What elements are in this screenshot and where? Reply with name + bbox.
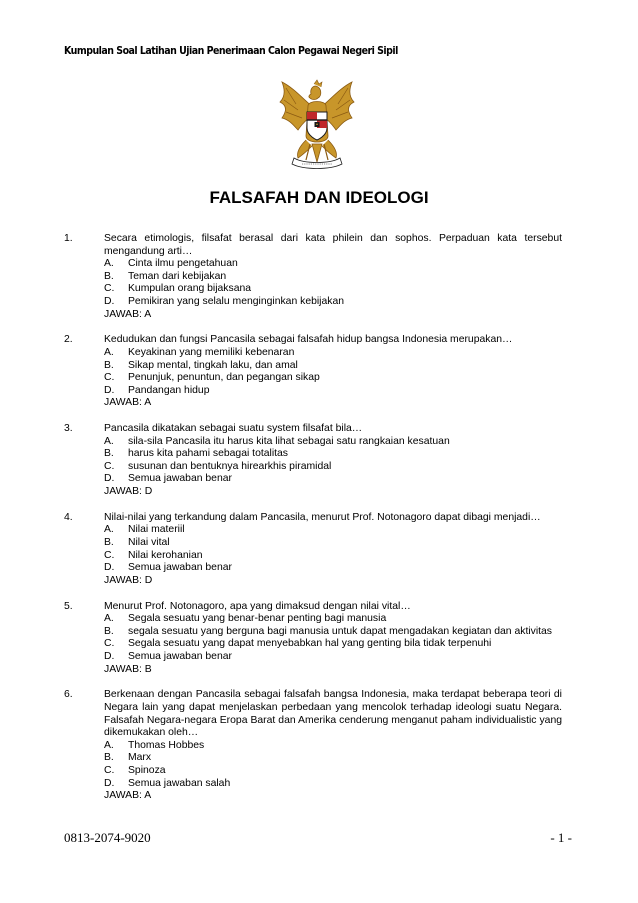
option-letter: C. xyxy=(104,638,115,650)
question-item xyxy=(64,689,562,802)
option-letter: C. xyxy=(104,460,115,472)
question-item xyxy=(64,233,562,321)
answer-option xyxy=(104,752,562,765)
option-letter: B. xyxy=(104,625,114,637)
option-letter: B. xyxy=(104,752,114,764)
option-letter: D. xyxy=(104,384,115,396)
answer-option xyxy=(104,461,562,474)
option-text: susunan dan bentuknya hirearkhis piramidal xyxy=(128,460,332,472)
question-text: Berkenaan dengan Pancasila sebagai falsafah bangsa Indonesia, maka terdapat beberapa teori di Negara lain yang dapat menjelaskan perbedaan yang mencolok terhadap ideologi suatu Negara. Falsafah Negara-negara Eropa Barat dan Amerika cenderung menganut paham individualistic yang dikemukakan oleh… xyxy=(104,689,562,739)
option-text: Semua jawaban benar xyxy=(128,650,232,662)
question-number: 6. xyxy=(64,689,73,701)
answer-option xyxy=(104,562,562,575)
footer-phone: 0813-2074-9020 xyxy=(64,830,151,845)
option-text: Penunjuk, penuntun, dan pegangan sikap xyxy=(128,372,320,384)
option-text: Semua jawaban benar xyxy=(128,473,232,485)
answer-option xyxy=(104,258,562,271)
option-text: Nilai materiil xyxy=(128,524,185,536)
option-letter: A. xyxy=(104,613,114,625)
option-letter: C. xyxy=(104,764,115,776)
answer-option xyxy=(104,651,562,664)
page-title: FALSAFAH DAN IDEOLOGI xyxy=(209,188,429,207)
question-text: Pancasila dikatakan sebagai suatu system filsafat bila… xyxy=(104,423,363,435)
garuda-pancasila-emblem xyxy=(276,78,358,172)
answer-option xyxy=(104,473,562,486)
option-text: Cinta ilmu pengetahuan xyxy=(128,258,238,270)
page-header: Kumpulan Soal Latihan Ujian Penerimaan Calon Pegawai Negeri Sipil xyxy=(64,44,398,57)
option-text: sila-sila Pancasila itu harus kita lihat sebagai satu rangkaian kesatuan xyxy=(128,435,450,447)
answer-option xyxy=(104,740,562,753)
option-letter: C. xyxy=(104,549,115,561)
answer-option xyxy=(104,550,562,563)
option-text: Segala sesuatu yang dapat menyebabkan hal yang genting bila tidak terpenuhi xyxy=(128,638,492,650)
answer-key: JAWAB: D xyxy=(104,486,153,498)
question-number: 1. xyxy=(64,233,73,244)
question-item xyxy=(64,601,562,677)
answer-option xyxy=(104,638,562,651)
option-text: Sikap mental, tingkah laku, dan amal xyxy=(128,359,298,371)
answer-option xyxy=(104,296,562,309)
answer-key: JAWAB: A xyxy=(104,790,152,802)
answer-option xyxy=(104,283,562,296)
question-text: Nilai-nilai yang terkandung dalam Pancasila, menurut Prof. Notonagoro dapat dibagi menjadi… xyxy=(104,511,541,523)
answer-option xyxy=(104,626,562,639)
answer-option xyxy=(104,613,562,626)
option-letter: D. xyxy=(104,473,115,485)
option-letter: D. xyxy=(104,777,115,789)
option-text: Nilai vital xyxy=(128,537,170,549)
option-text: Kumpulan orang bijaksana xyxy=(128,283,252,295)
option-letter: D. xyxy=(104,562,115,574)
question-number: 3. xyxy=(64,423,73,435)
option-text: Keyakinan yang memiliki kebenaran xyxy=(128,346,295,358)
option-text: Segala sesuatu yang benar-benar penting bagi manusia xyxy=(128,613,387,625)
option-text: harus kita pahami sebagai totalitas xyxy=(128,448,288,460)
option-text: Semua jawaban salah xyxy=(128,777,231,789)
option-letter: B. xyxy=(104,359,114,371)
answer-option xyxy=(104,765,562,778)
option-letter: B. xyxy=(104,537,114,549)
answer-option xyxy=(104,537,562,550)
question-text: Kedudukan dan fungsi Pancasila sebagai falsafah hidup bangsa Indonesia merupakan… xyxy=(104,334,513,346)
option-text: Spinoza xyxy=(128,764,166,776)
option-text: Thomas Hobbes xyxy=(128,739,205,751)
option-text: segala sesuatu yang berguna bagi manusia untuk dapat mengadakan kegiatan dan aktivitas xyxy=(128,625,553,637)
question-number: 4. xyxy=(64,511,73,523)
question-text: Secara etimologis, filsafat berasal dari kata philein dan sophos. Perpaduan kata tersebut mengandung arti… xyxy=(104,233,562,257)
answer-option xyxy=(104,524,562,537)
question-item xyxy=(64,512,562,588)
answer-option xyxy=(104,778,562,791)
option-letter: A. xyxy=(104,258,114,270)
answer-option xyxy=(104,372,562,385)
question-text: Menurut Prof. Notonagoro, apa yang dimaksud dengan nilai vital… xyxy=(104,600,411,612)
option-letter: B. xyxy=(104,448,114,460)
option-text: Pandangan hidup xyxy=(128,384,210,396)
page-number: - 1 - xyxy=(550,830,572,845)
option-text: Semua jawaban benar xyxy=(128,562,232,574)
option-letter: B. xyxy=(104,270,114,282)
answer-key: JAWAB: B xyxy=(104,663,152,675)
answer-option xyxy=(104,271,562,284)
answer-key: JAWAB: A xyxy=(104,308,152,320)
option-letter: A. xyxy=(104,739,114,751)
option-letter: C. xyxy=(104,372,115,384)
answer-option xyxy=(104,448,562,461)
answer-key: JAWAB: D xyxy=(104,574,153,586)
answer-option xyxy=(104,347,562,360)
answer-option xyxy=(104,436,562,449)
option-letter: C. xyxy=(104,283,115,295)
question-item xyxy=(64,423,562,499)
question-number: 5. xyxy=(64,600,73,612)
option-letter: D. xyxy=(104,295,115,307)
question-list xyxy=(64,233,562,816)
answer-option xyxy=(104,385,562,398)
option-text: Teman dari kebijakan xyxy=(128,270,227,282)
option-text: Nilai kerohanian xyxy=(128,549,203,561)
option-letter: A. xyxy=(104,346,114,358)
question-item xyxy=(64,334,562,410)
option-letter: A. xyxy=(104,435,114,447)
option-letter: D. xyxy=(104,650,115,662)
answer-option xyxy=(104,360,562,373)
option-letter: A. xyxy=(104,524,114,536)
option-text: Marx xyxy=(128,752,152,764)
answer-key: JAWAB: A xyxy=(104,397,152,409)
option-text: Pemikiran yang selalu menginginkan kebijakan xyxy=(128,295,345,307)
question-number: 2. xyxy=(64,334,73,346)
